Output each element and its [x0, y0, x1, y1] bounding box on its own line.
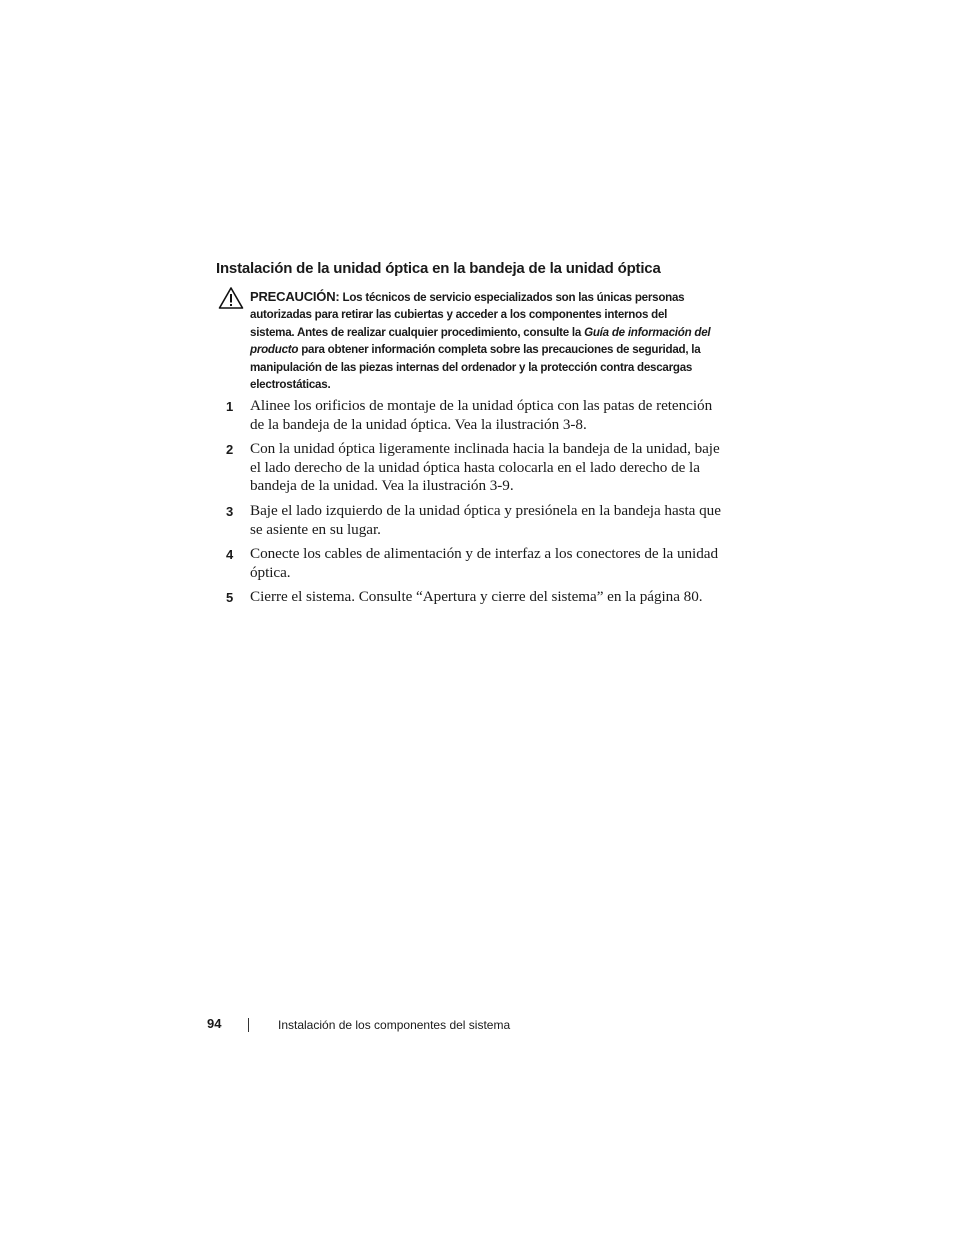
footer-chapter-title: Instalación de los componentes del sistema: [278, 1018, 511, 1032]
step-number: 3: [226, 503, 234, 519]
step-text: Con la unidad óptica ligeramente inclinada hacia la bandeja de la unidad, baje el lado derecho de la unidad óptica hasta colocarla en el lado derecho de la bandeja de la unidad. Vea la ilustración 3-9.: [250, 440, 720, 495]
caution-body-end: para obtener información completa sobre las precauciones de seguridad, la manipulación de las piezas internas del ordenador y la protección contra descargas electrostáticas.: [250, 343, 701, 392]
caution-body-start: Los técnicos de servicio especializados son las únicas personas autorizadas para retirar las cubiertas y acceder a los componentes internos del sistema. Antes de realizar cualquier procedimiento, consulte la: [250, 291, 685, 339]
step-5: [226, 588, 726, 607]
step-text: Baje el lado izquierdo de la unidad óptica y presiónela en la bandeja hasta que se asiente en su lugar.: [250, 501, 721, 538]
step-4: [226, 545, 726, 582]
step-1: [226, 397, 726, 434]
caution-text: [250, 288, 714, 393]
step-2: [226, 440, 726, 496]
warning-triangle-icon: [218, 286, 244, 310]
step-3: [226, 502, 726, 539]
step-text: Alinee los orificios de montaje de la unidad óptica con las patas de retención de la bandeja de la unidad óptica. Vea la ilustración 3-8.: [250, 397, 713, 433]
page-footer: [207, 1015, 707, 1035]
caution-label: PRECAUCIÓN:: [250, 289, 340, 304]
footer-divider: [248, 1018, 249, 1032]
section-title: Instalación de la unidad óptica en la bandeja de la unidad óptica: [216, 260, 661, 277]
step-number: 5: [226, 590, 234, 606]
step-text: Conecte los cables de alimentación y de interfaz a los conectores de la unidad óptica.: [250, 545, 718, 581]
step-number: 2: [226, 442, 234, 458]
installation-steps: [226, 397, 726, 613]
step-number: 1: [226, 399, 234, 414]
caution-product-guide-title: Guía de información del producto: [250, 325, 711, 357]
step-number: 4: [226, 547, 234, 563]
step-text: Cierre el sistema. Consulte “Apertura y cierre del sistema” en la página 80.: [250, 588, 703, 606]
page-number: 94: [207, 1016, 222, 1031]
